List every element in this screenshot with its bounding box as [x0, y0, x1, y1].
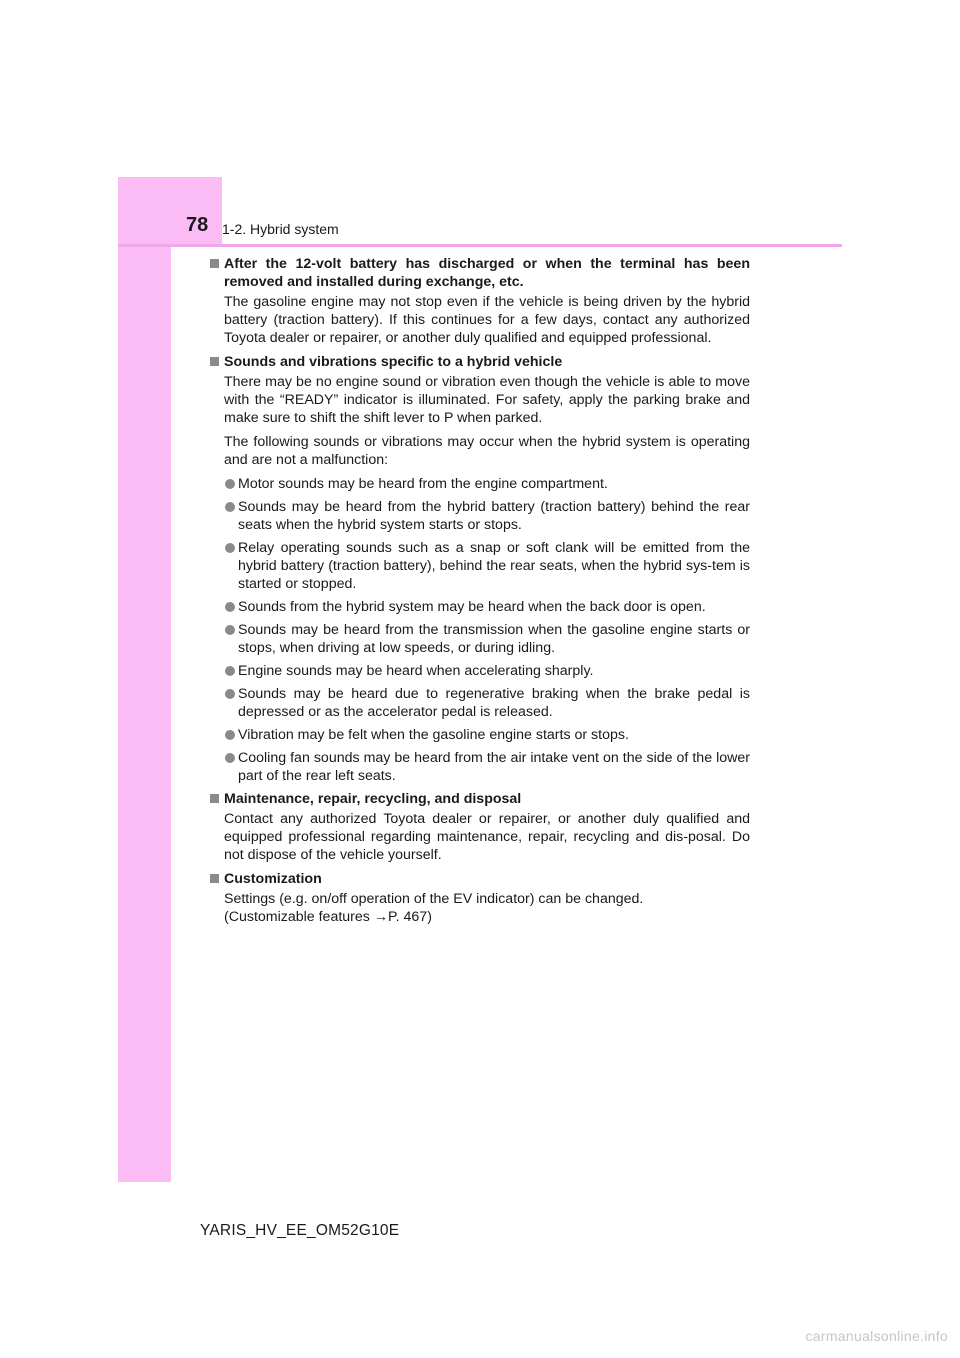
section-sounds-vibrations [210, 353, 750, 785]
page-content [210, 255, 750, 932]
list-item [224, 475, 750, 493]
list-item-text: Relay operating sounds such as a snap or soft clank will be emitted from the hybrid battery (traction battery), behind the rear seats, when the hybrid sys-tem is started or stopped. [238, 540, 750, 592]
bullet-list [224, 475, 750, 785]
paragraph: The gasoline engine may not stop even if the vehicle is being driven by the hybrid battery (traction battery). If this continues for a few days, contact any authorized Toyota dealer or repairer, or another duly qualified and equipped professional. [224, 294, 750, 346]
square-bullet-icon [210, 874, 224, 883]
list-item-text: Sounds may be heard from the transmission when the gasoline engine starts or stops, when driving at low speeds, or during idling. [238, 622, 750, 656]
circle-bullet-icon [224, 621, 238, 639]
circle-bullet-icon [224, 598, 238, 616]
square-bullet-icon [210, 794, 224, 803]
section-maintenance [210, 790, 750, 864]
header-rule [118, 244, 842, 247]
section-heading [210, 255, 750, 291]
list-item [224, 749, 750, 785]
heading-text: Customization [224, 871, 322, 887]
watermark: carmanualsonline.info [805, 1328, 948, 1344]
list-item [224, 685, 750, 721]
paragraph: There may be no engine sound or vibration even though the vehicle is able to move with the “READY” indicator is illuminated. For safety, apply the parking brake and make sure to shift the shift lever to P when parked. [224, 374, 750, 426]
circle-bullet-icon [224, 539, 238, 557]
square-bullet-icon [210, 259, 224, 268]
circle-bullet-icon [224, 726, 238, 744]
section-customization [210, 870, 750, 926]
heading-text: Maintenance, repair, recycling, and disposal [224, 791, 522, 807]
list-item-text: Engine sounds may be heard when accelerating sharply. [238, 663, 594, 679]
section-heading [210, 790, 750, 808]
section-heading [210, 353, 750, 371]
list-item [224, 662, 750, 680]
circle-bullet-icon [224, 685, 238, 703]
list-item [224, 621, 750, 657]
list-item-text: Motor sounds may be heard from the engine compartment. [238, 476, 608, 492]
paragraph: Settings (e.g. on/off operation of the EV indicator) can be changed. [224, 891, 644, 907]
square-bullet-icon [210, 357, 224, 366]
section-heading [210, 870, 750, 888]
list-item [224, 598, 750, 616]
list-item [224, 726, 750, 744]
section-title: 1-2. Hybrid system [222, 221, 339, 237]
list-item-text: Vibration may be felt when the gasoline engine starts or stops. [238, 727, 629, 743]
list-item [224, 498, 750, 534]
list-item-text: Cooling fan sounds may be heard from the air intake vent on the side of the lower part of the rear left seats. [238, 750, 750, 784]
heading-text: Sounds and vibrations specific to a hybrid vehicle [224, 354, 563, 370]
list-item-text: Sounds may be heard due to regenerative braking when the brake pedal is depressed or as the accelerator pedal is released. [238, 686, 750, 720]
list-item-text: Sounds may be heard from the hybrid battery (traction battery) behind the rear seats when the hybrid system starts or stops. [238, 499, 750, 533]
paragraph: The following sounds or vibrations may occur when the hybrid system is operating and are not a malfunction: [224, 434, 750, 468]
list-item [224, 539, 750, 593]
side-color-band [118, 177, 171, 1182]
heading-text: After the 12-volt battery has discharged or when the terminal has been removed and installed during exchange, etc. [224, 256, 750, 290]
document-code: YARIS_HV_EE_OM52G10E [200, 1222, 400, 1239]
page-number: 78 [186, 214, 209, 236]
cross-reference-link[interactable]: (Customizable features →P. 467) [224, 909, 432, 925]
circle-bullet-icon [224, 662, 238, 680]
circle-bullet-icon [224, 749, 238, 767]
circle-bullet-icon [224, 475, 238, 493]
section-battery-discharge [210, 255, 750, 347]
list-item-text: Sounds from the hybrid system may be heard when the back door is open. [238, 599, 706, 615]
circle-bullet-icon [224, 498, 238, 516]
paragraph: Contact any authorized Toyota dealer or repairer, or another duly qualified and equipped professional regarding maintenance, repair, recycling and dis-posal. Do not dispose of the vehicle yourself. [224, 811, 750, 863]
